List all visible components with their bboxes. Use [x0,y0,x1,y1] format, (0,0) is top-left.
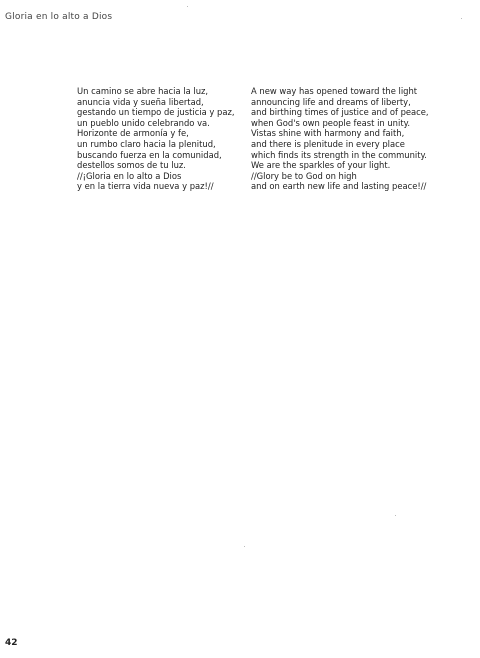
scan-speck [244,546,245,547]
lyric-line: A new way has opened toward the light [251,86,418,96]
lyric-line: destellos somos de tu luz. [77,160,186,171]
refrain-line: //¡Gloria en lo alto a Dios [77,170,182,181]
lyric-line: un pueblo unido celebrando va. [77,117,210,128]
lyric-line: and birthing times of justice and of peace, [251,107,429,118]
lyric-line: and there is plenitude in every place [251,138,405,149]
running-header: Gloria en lo alto a Dios [5,12,113,22]
lyric-line: when God's own people feast in unity. [251,117,411,128]
refrain-line: and on earth new life and lasting peace!// [251,181,427,192]
lyric-line: announcing life and dreams of liberty, [251,96,411,107]
scan-speck [395,515,396,516]
lyric-line: un rumbo claro hacia la plenitud, [77,138,216,149]
lyric-line: Un camino se abre hacia la luz, [77,86,209,96]
english-lyrics [251,86,429,192]
lyric-line: which finds its strength in the community. [251,149,427,160]
lyric-line: anuncia vida y sueña libertad, [77,96,204,107]
lyric-line: We are the sparkles of your light. [251,160,391,171]
lyric-line: Horizonte de armonía y fe, [77,128,189,139]
lyric-line: Vistas shine with harmony and faith, [251,128,405,139]
scan-speck [187,6,188,7]
lyric-line: gestando un tiempo de justicia y paz, [77,107,235,118]
scan-speck [461,18,462,19]
lyric-line: buscando fuerza en la comunidad, [77,149,222,160]
refrain-line: //Glory be to God on high [251,170,357,181]
spanish-lyrics [77,86,235,192]
page-number: 42 [5,638,18,648]
refrain-line: y en la tierra vida nueva y paz!// [77,181,214,192]
